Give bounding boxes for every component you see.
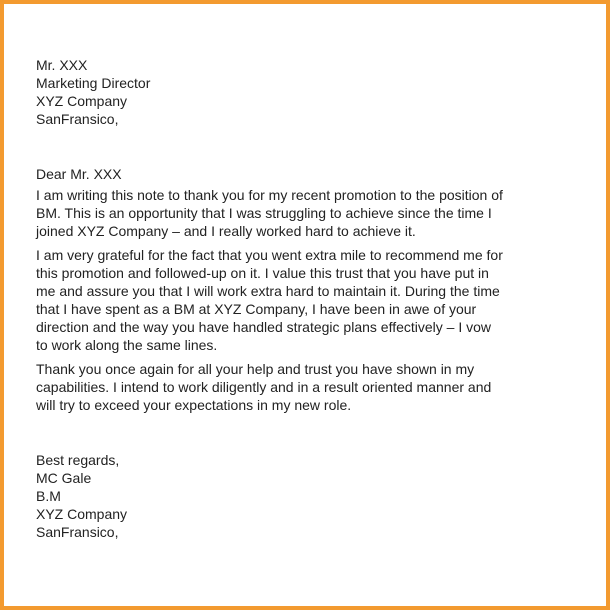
paragraph-line: me and assure you that I will work extra hard to maintain it. During the time <box>36 283 500 299</box>
paragraph-line: that I have spent as a BM at XYZ Company, I have been in awe of your <box>36 301 477 317</box>
closing-phrase: Best regards, <box>36 452 120 468</box>
paragraph-line: this promotion and followed-up on it. I value this trust that you have put in <box>36 265 489 281</box>
paragraph-line: I am writing this note to thank you for my recent promotion to the position of <box>36 187 503 203</box>
signer-name: MC Gale <box>36 470 92 486</box>
paragraph-line: I am very grateful for the fact that you went extra mile to recommend me for <box>36 247 503 263</box>
signer-city: SanFransico, <box>36 524 119 540</box>
signature-block <box>36 451 536 541</box>
signer-company: XYZ Company <box>36 506 128 522</box>
paragraph-line: capabilities. I intend to work diligently and in a result oriented manner and <box>36 379 492 395</box>
letter-body <box>36 56 536 541</box>
paragraph-line: BM. This is an opportunity that I was struggling to achieve since the time I <box>36 205 492 221</box>
paragraph-line: to work along the same lines. <box>36 337 218 353</box>
recipient-address-block <box>36 56 536 128</box>
salutation <box>36 165 536 183</box>
signer-title: B.M <box>36 488 61 504</box>
recipient-name: Mr. XXX <box>36 57 88 73</box>
recipient-title: Marketing Director <box>36 75 151 91</box>
paragraph-2 <box>36 246 536 354</box>
paragraph-line: Thank you once again for all your help and trust you have shown in my <box>36 361 475 377</box>
paragraph-line: direction and the way you have handled strategic plans effectively – I vow <box>36 319 492 335</box>
recipient-company: XYZ Company <box>36 93 128 109</box>
paragraph-3 <box>36 360 536 414</box>
paragraph-line: will try to exceed your expectations in my new role. <box>36 397 352 413</box>
paragraph-line: joined XYZ Company – and I really worked hard to achieve it. <box>36 223 416 239</box>
salutation-text: Dear Mr. XXX <box>36 166 122 182</box>
paragraph-1 <box>36 186 536 240</box>
recipient-city: SanFransico, <box>36 111 119 127</box>
